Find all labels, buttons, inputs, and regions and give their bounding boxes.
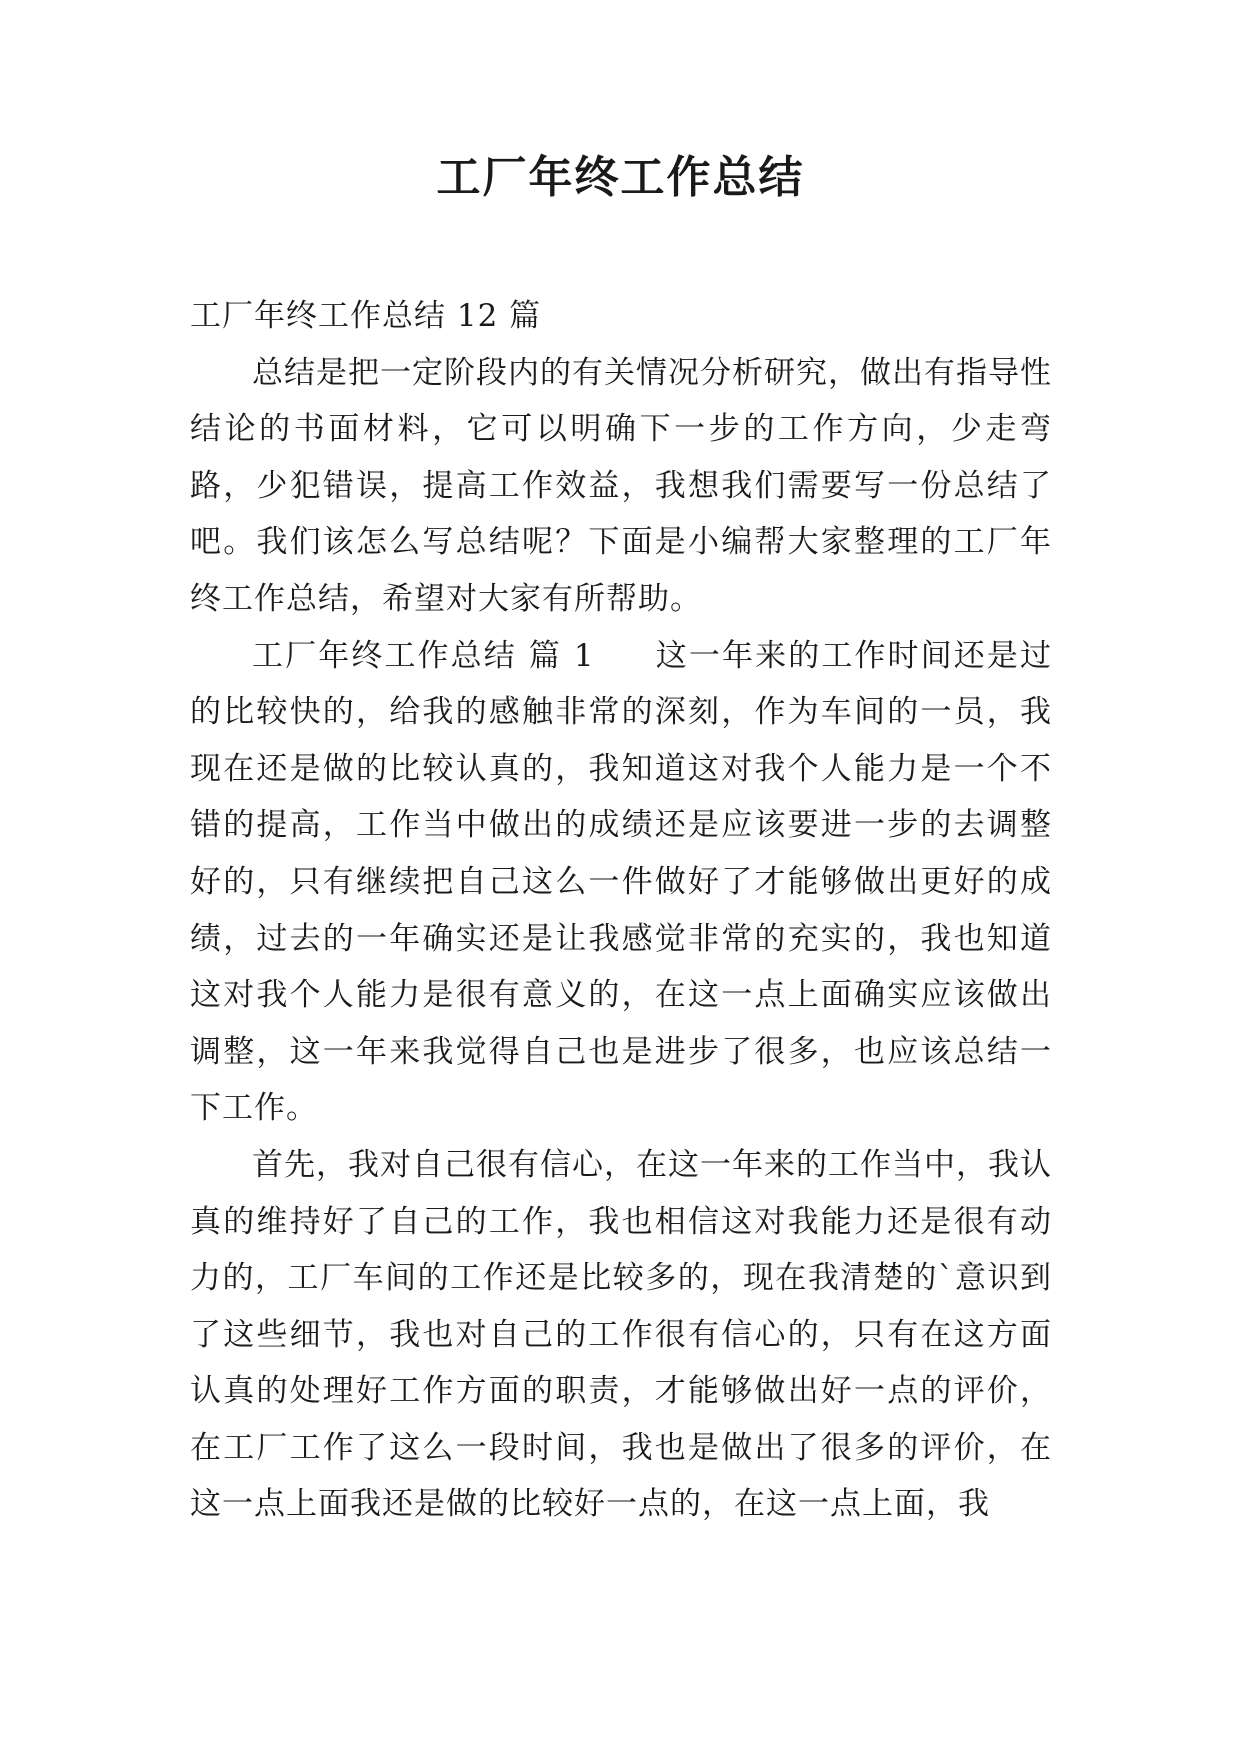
section-1-text: 这一年来的工作时间还是过的比较快的，给我的感触非常的深刻，作为车间的一员，我现在还是做的比较认真的，我知道这对我个人能力是一个不错的提高，工作当中做出的成绩还是应该要进一步的去调整好的，只有继续把自己这么一件做好了才能够做出更好的成绩，过去的一年确实还是让我感觉非常的充实的，我也知道这对我个人能力是很有意义的，在这一点上面确实应该做出调整，这一年来我觉得自己也是进步了很多，也应该总结一下工作。 xyxy=(190,637,1052,1127)
intro-paragraph: 总结是把一定阶段内的有关情况分析研究，做出有指导性结论的书面材料，它可以明确下一步的工作方向，少走弯路，少犯错误，提高工作效益，我想我们需要写一份总结了吧。我们该怎么写总结呢？下面是小编帮大家整理的工厂年终工作总结，希望对大家有所帮助。 xyxy=(190,354,1052,617)
document-body xyxy=(190,288,1052,1533)
document-title: 工厂年终工作总结 xyxy=(436,152,805,203)
document-subtitle: 工厂年终工作总结 12 篇 xyxy=(190,298,542,334)
section-1-heading: 工厂年终工作总结 篇 1 xyxy=(252,637,595,674)
section-1-paragraph-2: 首先，我对自己很有信心，在这一年来的工作当中，我认真的维持好了自己的工作，我也相信这对我能力还是很有动力的，工厂车间的工作还是比较多的，现在我清楚的`意识到了这些细节，我也对自己的工作很有信心的，只有在这方面认真的处理好工作方面的职责，才能够做出好一点的评价，在工厂工作了这么一段时间，我也是做出了很多的评价，在这一点上面我还是做的比较好一点的，在这一点上面，我 xyxy=(190,1146,1052,1523)
section-1-paragraph xyxy=(190,628,1052,1137)
